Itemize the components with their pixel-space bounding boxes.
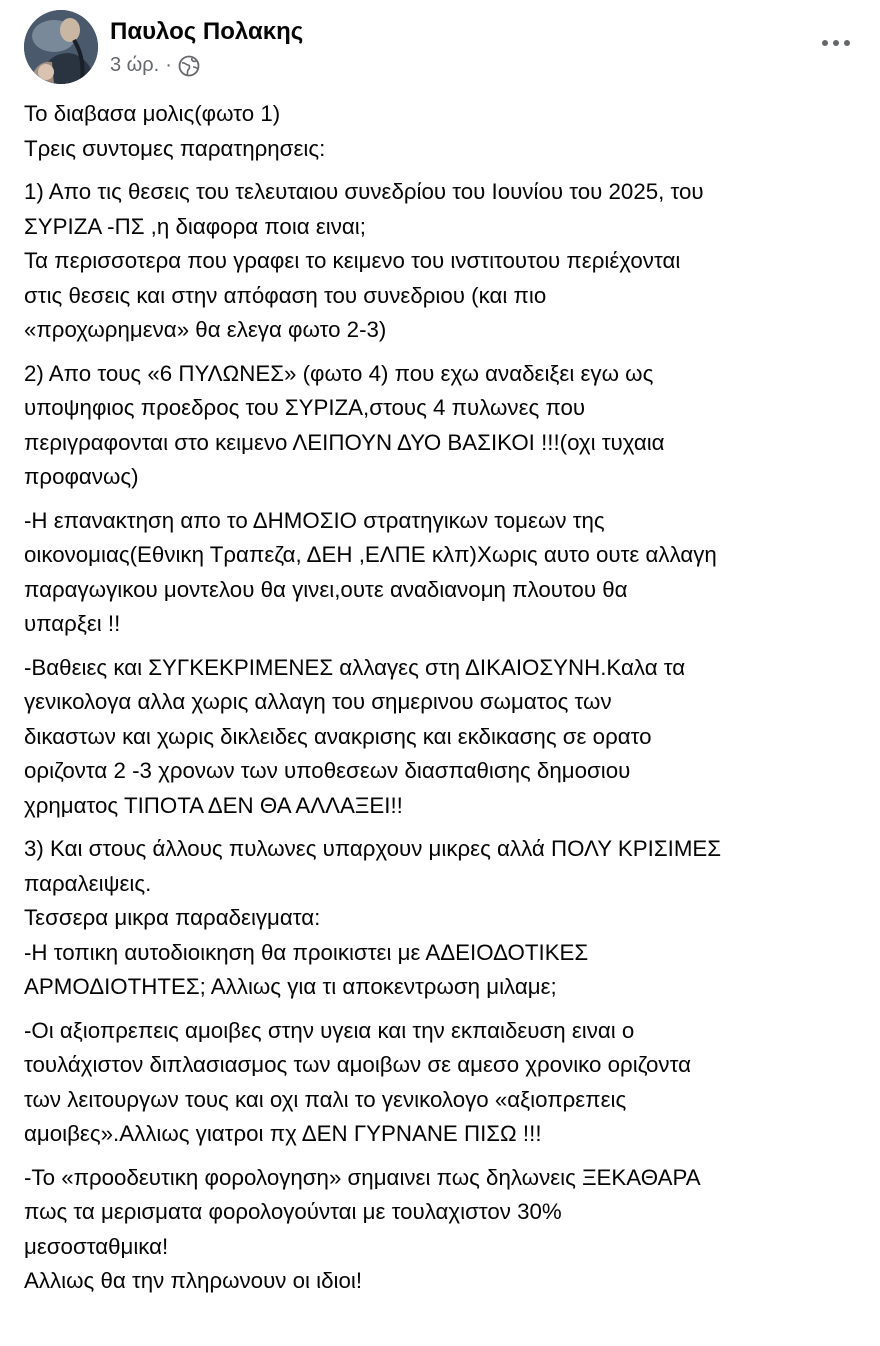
post-text-line: ΑΡΜΟΔΙΟΤΗΤΕΣ; Αλλιως για τι αποκεντρωση μιλαμε; <box>24 974 557 999</box>
post-text-line: γενικολογα αλλα χωρις αλλαγη του σημερινου σωματος των <box>24 689 612 714</box>
post-text-line: παραγωγικου μοντελου θα γινει,ουτε αναδιανομη πλουτου θα <box>24 576 628 602</box>
post-text-line: προφανως) <box>24 464 139 489</box>
avatar[interactable] <box>24 10 98 84</box>
post-meta <box>110 54 200 77</box>
post-text-line: οικονομιας(Εθνικη Τραπεζα, ΔΕΗ ,ΕΛΠΕ κλπ)Χωρις αυτο ουτε αλλαγη <box>24 542 717 567</box>
post-text-line: Τα περισσοτερα που γραφει το κειμενο του ινστιτουτου περιέχονται <box>24 248 681 273</box>
post-paragraph <box>24 1161 864 1299</box>
more-dot <box>822 40 828 46</box>
more-dot <box>833 40 839 46</box>
post-time[interactable]: 3 ώρ. <box>110 54 160 76</box>
post-text-line: αμοιβες».Αλλιως γιατροι πχ ΔΕΝ ΓΥΡΝΑΝΕ ΠΙΣΩ !!! <box>24 1121 542 1146</box>
post-text-line: Το διαβασα μολις(φωτο 1) <box>24 101 281 126</box>
post-text-line: -Οι αξιοπρεπεις αμοιβες στην υγεια και την εκπαιδευση ειναι ο <box>24 1017 635 1043</box>
post-text-line: -Το «προοδευτικη φορολογηση» σημαινει πως δηλωνεις ΞΕΚΑΘΑΡΑ <box>24 1164 701 1190</box>
post-paragraph <box>24 357 864 495</box>
post-text-line: -Βαθειες και ΣΥΓΚΕΚΡΙΜΕΝΕΣ αλλαγες στη ΔΙΚΑΙΟΣΥΝΗ.Καλα τα <box>24 654 686 680</box>
more-dot <box>844 40 850 46</box>
post-text-line: παραλειψεις. <box>24 870 152 896</box>
globe-icon[interactable] <box>178 55 200 77</box>
post-paragraph <box>24 97 864 166</box>
post-text-line: 3) Και στους άλλους πυλωνες υπαρχουν μικρες αλλά ΠΟΛΥ ΚΡΙΣΙΜΕΣ <box>24 836 722 861</box>
post-text-line: -Η επανακτηση απο το ΔΗΜΟΣΙΟ στρατηγικων τομεων της <box>24 507 605 533</box>
post-text-line: οριζοντα 2 -3 χρονων των υποθεσεων διασπαθισης δημοσιου <box>24 758 631 783</box>
post-text-line: στις θεσεις και στην απόφαση του συνεδριου (και πιο <box>24 282 547 308</box>
post-text-line: Αλλιως θα την πληρωνουν οι ιδιοι! <box>24 1268 363 1293</box>
post-text-line: των λειτουργων τους και οχι παλι το γενικολογο «αξιοπρεπεις <box>24 1086 627 1112</box>
post-paragraph <box>24 651 864 824</box>
post-text-line: ΣΥΡΙΖΑ -ΠΣ ,η διαφορα ποια ειναι; <box>24 213 366 239</box>
post-text-line: -Η τοπικη αυτοδιοικηση θα προικιστει με ΑΔΕΙΟΔΟΤΙΚΕΣ <box>24 939 589 965</box>
post-paragraph <box>24 175 864 348</box>
post-text-line: υποψηφιος προεδρος του ΣΥΡΙΖΑ,στους 4 πυλωνες που <box>24 395 586 420</box>
post-header <box>24 10 856 86</box>
meta-separator: · <box>165 54 172 76</box>
post-text-line: 2) Απο τους «6 ΠΥΛΩΝΕΣ» (φωτο 4) που εχω αναδειξει εγω ως <box>24 360 654 386</box>
post-paragraph <box>24 504 864 642</box>
post-text-line: μεσοσταθμικα! <box>24 1233 169 1259</box>
post-text-line: υπαρξει !! <box>24 611 121 636</box>
author-name[interactable]: Παυλος Πολακης <box>110 18 304 45</box>
more-options-icon[interactable] <box>816 30 856 56</box>
post-text-line: Τρεις συντομες παρατηρησεις: <box>24 135 326 161</box>
post-text-line: τουλάχιστον διπλασιασμος των αμοιβων σε αμεσο χρονικο οριζοντα <box>24 1052 691 1077</box>
post-text-line: δικαστων και χωρις δικλειδες ανακρισης και εκδικασης σε ορατο <box>24 723 652 749</box>
post-text-line: χρηματος ΤΙΠΟΤΑ ΔΕΝ ΘΑ ΑΛΛΑΞΕΙ!! <box>24 792 403 818</box>
post-text-line: 1) Απο τις θεσεις του τελευταιου συνεδρίου του Ιουνίου του 2025, του <box>24 179 704 204</box>
post-text-line: πως τα μερισματα φορολογούνται με τουλαχιστον 30% <box>24 1199 562 1224</box>
post-text <box>24 97 864 1308</box>
post-paragraph <box>24 832 864 1005</box>
post-paragraph <box>24 1014 864 1152</box>
post-text-line: Τεσσερα μικρα παραδειγματα: <box>24 905 321 930</box>
post-text-line: «προχωρημενα» θα ελεγα φωτο 2-3) <box>24 317 387 342</box>
avatar-photo <box>24 10 98 84</box>
post-text-line: περιγραφονται στο κειμενο ΛΕΙΠΟΥΝ ΔΥΟ ΒΑΣΙΚΟΙ !!!(οχι τυχαια <box>24 429 665 455</box>
